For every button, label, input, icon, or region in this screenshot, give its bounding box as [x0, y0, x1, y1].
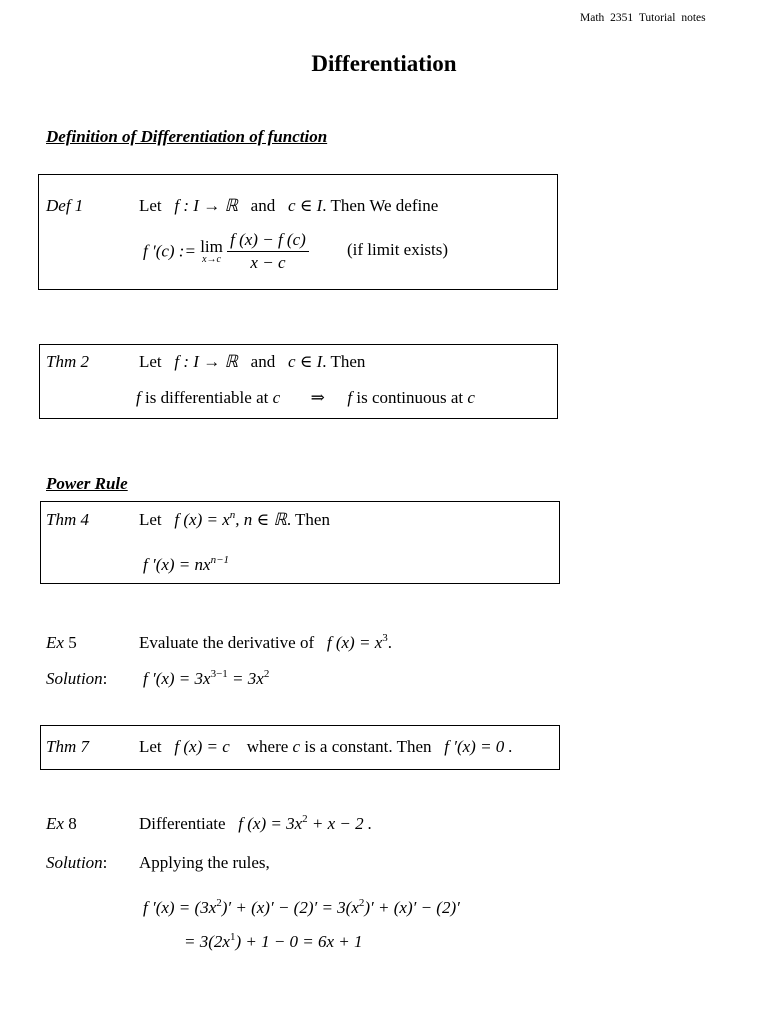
derivative-lhs: f ′(c) :=: [143, 241, 196, 261]
and-word: and: [250, 196, 276, 215]
let-word: Let: [139, 737, 162, 756]
course-note: Math 2351 Tutorial notes: [580, 12, 706, 24]
section-heading-definition: Definition of Differentiation of function: [46, 127, 328, 146]
thm4-label: Thm 4: [46, 510, 89, 529]
example-number: 8: [63, 814, 77, 833]
solution-result: = 3x: [227, 669, 264, 688]
let-word: Let: [139, 352, 162, 371]
let-word: Let: [139, 196, 162, 215]
where-word: where: [246, 737, 289, 756]
colon: :: [102, 853, 108, 872]
differentiable-text: is differentiable at: [140, 388, 273, 407]
exponent: 2: [302, 813, 308, 825]
ex8-solution-line-1: [143, 898, 460, 918]
example-word: Ex: [46, 633, 64, 652]
exponent: n: [229, 509, 236, 521]
def1-formula: [143, 230, 309, 273]
colon: :: [102, 669, 108, 688]
linearity-rest: )′ + (x)′ − (2)′: [364, 898, 460, 917]
derivative-expression: f ′(x) = 0 .: [444, 737, 513, 756]
condition-expression: c ∈ I: [287, 352, 323, 371]
linearity-step: )′ + (x)′ − (2)′ = 3(x: [221, 898, 359, 917]
solution-word: Solution: [46, 669, 103, 688]
function-expression: f (x) = x: [326, 633, 383, 652]
function-symbol: f: [347, 388, 353, 407]
exponent: 3−1: [210, 668, 228, 680]
question-text: Evaluate the derivative of: [139, 633, 315, 652]
solution-word: Solution: [46, 853, 103, 872]
constant-text: is a constant. Then: [300, 737, 432, 756]
section-heading-power-rule: Power Rule: [46, 474, 128, 493]
exponent: 1: [229, 931, 236, 943]
limit-note: (if limit exists): [347, 240, 449, 259]
solution-step: f ′(x) = 3x: [143, 669, 211, 688]
exponent: 2: [216, 897, 222, 909]
exponent: 3: [382, 632, 388, 644]
def1-statement: [139, 196, 438, 216]
thm7-label: Thm 7: [46, 737, 89, 756]
polynomial-expression: f (x) = 3x: [238, 814, 303, 833]
condition-expression: c ∈ I: [287, 196, 323, 215]
difference-quotient: [227, 230, 309, 273]
power-rule-step: = 3(2x: [184, 932, 230, 951]
exponent: 2: [263, 668, 270, 680]
and-word: and: [250, 352, 276, 371]
limit-operator: [200, 238, 223, 265]
ex8-label: [46, 814, 77, 834]
page-title: Differentiation: [311, 51, 457, 76]
continuous-text: is continuous at: [352, 388, 468, 407]
example-number: 5: [63, 633, 77, 652]
then-text: . Then: [322, 352, 366, 371]
then-text: . Then: [286, 510, 330, 529]
ex8-solution-text: Applying the rules,: [139, 853, 270, 872]
thm4-statement: [139, 510, 330, 530]
final-result: ) + 1 − 0 = 6x + 1: [235, 932, 363, 951]
ex8-solution-label: [46, 853, 107, 873]
thm2-statement: [139, 352, 365, 372]
ex5-label: [46, 633, 77, 653]
constant-function: f (x) = c: [174, 737, 230, 756]
exponent: n−1: [210, 554, 230, 566]
def1-label: Def 1: [46, 196, 84, 215]
example-word: Ex: [46, 814, 64, 833]
map-expression: f : I → ℝ: [174, 196, 238, 215]
thm2-implication: [136, 388, 475, 408]
ex8-solution-line-2: [184, 932, 363, 952]
point-symbol: c: [467, 388, 475, 407]
exponent: 2: [358, 897, 365, 909]
derivative-lhs: f ′(x) =: [143, 898, 195, 917]
lim-word: lim: [200, 237, 223, 256]
period: .: [387, 633, 392, 652]
constant-symbol: c: [292, 737, 301, 756]
thm7-statement: [139, 737, 513, 757]
polynomial-rest: + x − 2 .: [307, 814, 373, 833]
derivative-expression: f ′(x) = nx: [143, 555, 211, 574]
power-function: f (x) = x: [174, 510, 230, 529]
denominator: x − c: [250, 253, 286, 272]
point-symbol: c: [272, 388, 281, 407]
then-text: . Then We define: [322, 196, 439, 215]
map-expression: f : I → ℝ: [174, 352, 238, 371]
numerator: f (x) − f (c): [227, 230, 309, 252]
implies-symbol: ⇒: [310, 388, 325, 407]
function-symbol: f: [136, 388, 141, 407]
question-text: Differentiate: [139, 814, 226, 833]
ex5-solution: [143, 669, 269, 689]
term-3x2: (3x: [194, 898, 217, 917]
ex5-solution-label: [46, 669, 107, 689]
ex5-question: [139, 633, 392, 653]
exponent-condition: , n ∈ ℝ: [235, 510, 287, 529]
lim-subscript: x→c: [202, 254, 221, 265]
let-word: Let: [139, 510, 162, 529]
ex8-question: [139, 814, 372, 834]
power-rule-formula: [143, 555, 229, 575]
thm2-label: Thm 2: [46, 352, 89, 371]
